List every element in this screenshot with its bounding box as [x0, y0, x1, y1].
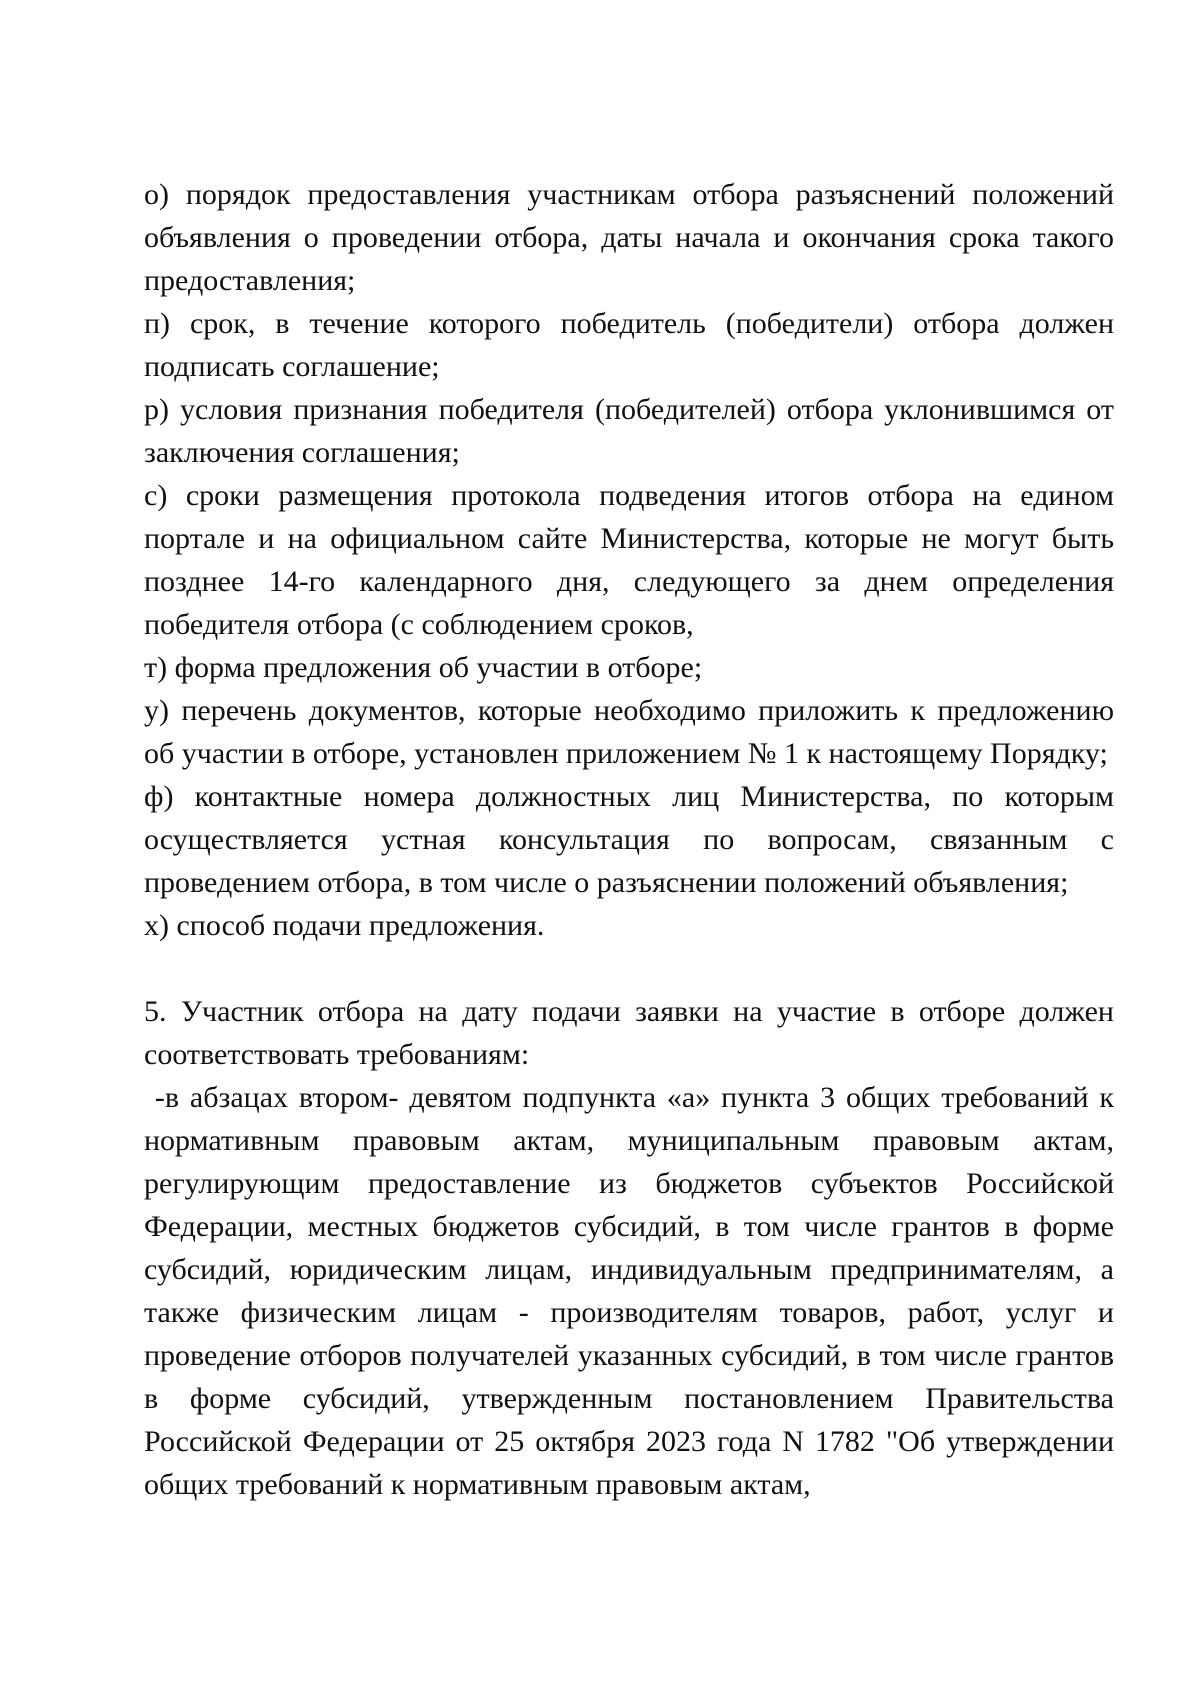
paragraph-r: р) условия признания победителя (победителей) отбора уклонившимся от заключения соглашения;	[144, 393, 1114, 469]
paragraph-requirements: -в абзацах втором- девятом подпункта «а» пункта 3 общих требований к нормативным правовым актам, муниципальным правовым актам, регулирующим предоставление из бюджетов субъектов Российской Федерации, местных бюджетов субсидий, в том числе грантов в форме субсидий, юридическим лицам, индивидуальным предпринимателям, а также физическим лицам - производителям товаров, работ, услуг и проведение отборов получателей указанных субсидий, в том числе грантов в форме субсидий, утвержденным постановлением Правительства Российской Федерации от 25 октября 2023 года N 1782 "Об утверждении общих требований к нормативным правовым актам,	[144, 1081, 1122, 1501]
paragraph-f: ф) контактные номера должностных лиц Министерства, по которым осуществляется устная консультация по вопросам, связанным с проведением отбора, в том числе о разъяснении положений объявления;	[144, 780, 1114, 899]
paragraph-gap	[144, 947, 1114, 990]
paragraph-t: т) форма предложения об участии в отборе;	[144, 651, 703, 684]
document-body	[144, 173, 1122, 1506]
paragraph-o: о) порядок предоставления участникам отбора разъяснений положений объявления о проведении отбора, даты начала и окончания срока такого предоставления;	[144, 178, 1114, 297]
paragraph-s: с) сроки размещения протокола подведения итогов отбора на едином портале и на официальном сайте Министерства, которые не могут быть позднее 14-го календарного дня, следующего за днем определения победителя отбора (с соблюдением сроков,	[144, 479, 1114, 641]
paragraph-p: п) срок, в течение которого победитель (победители) отбора должен подписать соглашение;	[144, 307, 1114, 383]
paragraph-section-5: 5. Участник отбора на дату подачи заявки на участие в отборе должен соответствовать требованиям:	[144, 995, 1114, 1071]
paragraph-u: у) перечень документов, которые необходимо приложить к предложению об участии в отборе, установлен приложением № 1 к настоящему Порядку;	[144, 694, 1114, 770]
paragraph-kh: х) способ подачи предложения.	[144, 909, 545, 942]
